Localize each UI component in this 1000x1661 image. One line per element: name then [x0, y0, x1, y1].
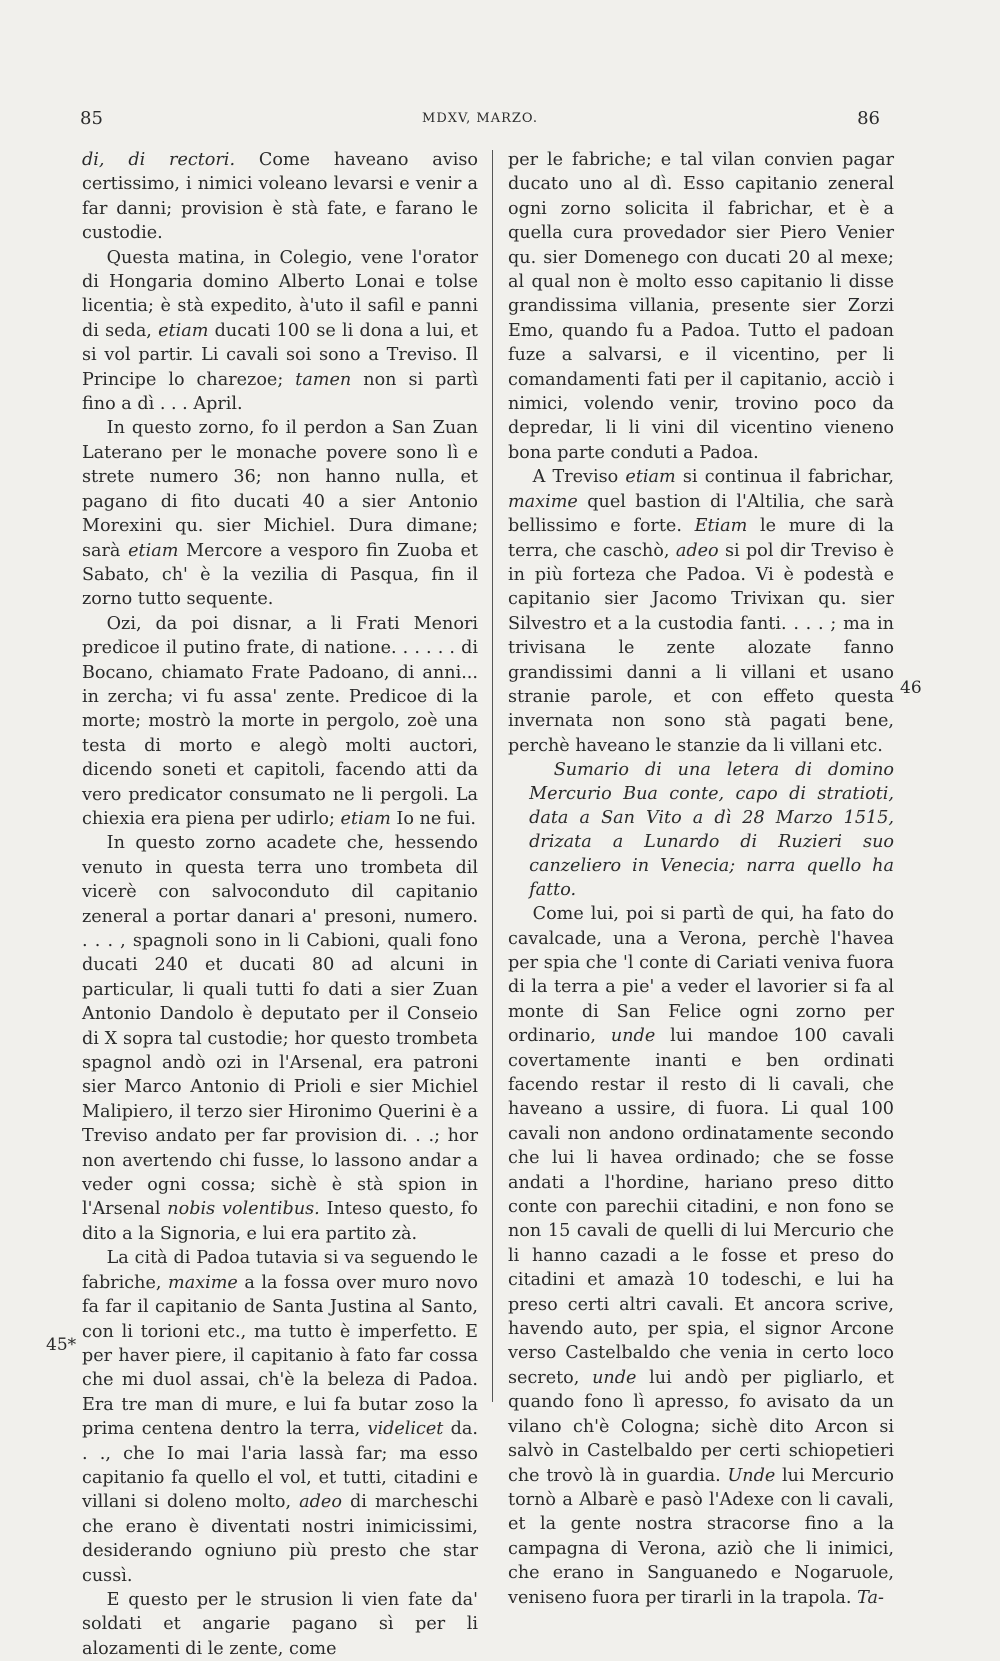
paragraph: [82, 612, 478, 832]
text: non si partì fino a dì . . . April.: [82, 369, 478, 415]
text: Ozi, da poi disnar, a li Frati Menori predicoe il putino frate, di natione. . . . . . di Bocano, chiamato Frate Padoano, di anni... in zercha; vi fu assa' zente. Predicoe di la morte; mostrò la morte in pergolo, zoè una testa di morto e alegò molti auctori, dicendo soneti et capitoli, facendo atti da vero predicator consumato ne li pergoli. La chiexia era piena per udirlo;: [82, 613, 478, 829]
italic-text: unde: [610, 1026, 656, 1047]
italic-text: unde: [592, 1367, 637, 1388]
text: E questo per le strusion li vien fate da' soldati et angarie pagano sì per li alozamenti di le zente, come: [82, 1589, 478, 1659]
paragraph: [82, 416, 478, 611]
text: da. . ., che Io mai l'aria lassà far; ma esso capitanio fa quello el vol, et tutti, citadini e villani si doleno molto,: [82, 1419, 478, 1513]
text: lui mandoe 100 cavali covertamente inanti e ben ordinati facendo restar il resto di li cavali, che haveano a ussire, di fuora. Li qual 100 cavali non andono ordinatamente secondo che lui li havea ordinado; che se fosse andati a l'hordine, hariano preso ditto conte con parechii citadini, e non fono se non 15 cavali de quelli di lui Mercurio che li hanno cazadi a le fosse et preso do citadini et amazà 10 todeschi, e lui ha preso certi altri cavali. Et ancora scrive, havendo auto, per spia, el signor Arcone verso Castelbaldo che venia in certo loco secreto,: [508, 1026, 894, 1388]
italic-text: tamen: [295, 369, 352, 390]
italic-text: Unde: [727, 1465, 776, 1486]
italic-text: Ta-: [857, 1587, 884, 1608]
text: La cità di Padoa tutavia si va seguendo le fabriche,: [82, 1248, 478, 1293]
italic-text: etiam: [625, 467, 676, 488]
page-number-right: 86: [857, 108, 880, 129]
italic-text: etiam: [128, 540, 179, 561]
margin-note-right: 46: [900, 678, 922, 698]
text: lui Mercurio tornò a Albarè e pasò l'Adexe con li cavali, et la gente nostra stracorse fino a la campagna di Verona, aziò che li inimici, che erano in Sanguanedo e Nogaruole, veniseno fuora per tirarli in la trapola.: [508, 1465, 895, 1608]
text: Mercore a vesporo fin Zuoba et Sabato, ch' è la vezilia di Pasqua, fin il zorno tutto sequente.: [82, 540, 478, 610]
text: di marcheschi che erano è diventati nostri inimicissimi, desiderando ogniuno più presto che star cussì.: [82, 1492, 478, 1586]
text: In questo zorno, fo il perdon a San Zuan Laterano per le monache povere sono lì e strete numero 36; non hanno nulla, et pagano di fito ducati 40 a sier Antonio Morexini qu. sier Michiel. Dura dimane; sarà: [82, 418, 478, 561]
text: si pol dir Treviso è in più forteza che Padoa. Vi è podestà e capitanio sier Jacomo Trivixan qu. sier Silvestro et a la custodia fanti. . . . ; ma in trivisana le zente alozate fanno grandissimi danni a li villani et usano stranie parole, et con effeto questa invernata non sono stà pagati bene, perchè haveano le stanzie da li villani etc.: [508, 540, 895, 756]
paragraph: [82, 831, 478, 1246]
text: le mure di la terra, che caschò,: [508, 516, 894, 561]
margin-note-left: 45*: [46, 1335, 77, 1355]
summary-heading: Sumario di una letera di domino Mercurio Bua conte, capo di stratioti, data a San Vito a dì 28 Marzo 1515, drizata a Lunardo di Ruzieri suo canzeliero in Venecia; narra quello ha fatto.: [529, 760, 894, 901]
italic-text: di, di rectori.: [82, 150, 236, 170]
italic-text: adeo: [299, 1492, 342, 1513]
text: lui andò per pigliarlo, et quando fono lì apresso, fo avisato da un vilano ch'è Cologna; sichè dito Arcon si salvò in Castelbaldo per certi schiopetieri che trovò là in guardia.: [508, 1367, 894, 1486]
running-title: MDXV, MARZO.: [422, 111, 538, 126]
italic-text: maxime: [508, 491, 578, 512]
paragraph: [82, 246, 478, 417]
text: Io ne fui.: [390, 808, 476, 829]
italic-text: videlicet: [367, 1419, 444, 1440]
text: Come haveano aviso certissimo, i nimici voleano levarsi e venir a far danni; provision è stà fate, e farano le custodie.: [82, 150, 478, 244]
italic-text: nobis volentibus.: [167, 1199, 320, 1220]
italic-text: Etiam: [694, 516, 748, 537]
paragraph: [508, 902, 894, 1610]
paragraph: [508, 465, 894, 758]
page-number-left: 85: [80, 108, 103, 129]
text: Inteso questo, fo dito a la Signoria, e lui era partito zà.: [82, 1199, 479, 1244]
italic-text: etiam: [340, 808, 391, 829]
text: A Treviso: [532, 467, 626, 488]
italic-text: maxime: [168, 1272, 238, 1293]
italic-text: etiam: [158, 320, 209, 341]
right-column: [508, 148, 895, 1608]
paragraph: [508, 148, 894, 465]
text: Come lui, poi si partì de qui, ha fato do cavalcade, una a Verona, perchè l'havea per spia che 'l conte di Cariati veniva fuora di la terra a pie' a veder el lavorier si fa al monte di San Felice ogni zorno per ordinario,: [508, 904, 894, 1047]
text: per le fabriche; e tal vilan convien pagar ducato uno al dì. Esso capitanio zeneral ogni zorno solicita il fabrichar, et è a quella cura provedador sier Piero Venier qu. sier Domenego con ducati 20 al mexe; al qual non è molto esso capitanio li disse grandissima villania, presente sier Zorzi Emo, quando fu a Padoa. Tutto el padoan fuze a salvarsi, e il vicentino, per li comandamenti fati per il capitanio, acciò i nimici, volendo venir, trovino poco da depredar, li li vini dil vicentino vieneno bona parte conduti a Padoa.: [508, 150, 894, 463]
text: ducati 100 se li dona a lui, et si vol partir. Li cavali soi sono a Treviso. Il Principe lo charezoe;: [82, 320, 478, 390]
paragraph: [82, 1246, 478, 1588]
column-divider: [492, 150, 493, 1402]
text: a la fossa over muro novo fa far il capitanio de Santa Justina al Santo, con li torioni etc., ma tutto è imperfetto. E per haver piere, il capitanio à fato far cossa che mi duol assai, ch'è la beleza di Padoa. Era tre man di mure, e lui fa butar zoso la prima centena dentro la terra,: [82, 1272, 478, 1440]
text: Questa matina, in Colegio, vene l'orator di Hongaria domino Alberto Lonai e tolse licentia; è stà expedito, à'uto il safil e panni di seda,: [82, 247, 478, 341]
text: In questo zorno acadete che, hessendo venuto in questa terra uno trombeta dil vicerè con salvoconduto dil capitanio zeneral a portar danari a' presoni, numero. . . . , spagnoli sono in li Cabioni, quali fono ducati 240 et ducati 80 ad alcuni in particular, li quali tutti fo dati a sier Zuan Antonio Dandolo è deputato per il Conseio di X sopra tal custodie; hor questo trombeta spagnol andò ozi in l'Arsenal, era patroni sier Marco Antonio di Prioli e sier Michiel Malipiero, il terzo sier Hironimo Querini è a Treviso andato per far provision di. . .; hor non avertendo chi fusse, lo lassono andar a veder ogni cossa; sichè è stà spion in l'Arsenal: [82, 833, 478, 1220]
text: quel bastion di l'Altilia, che sarà bellissimo e forte.: [508, 491, 894, 537]
left-column: [82, 148, 479, 1659]
paragraph: [82, 1588, 478, 1661]
page-header: [80, 108, 880, 136]
text: si continua il fabrichar,: [675, 467, 894, 488]
paragraph: [82, 148, 478, 246]
italic-text: adeo: [675, 540, 719, 561]
